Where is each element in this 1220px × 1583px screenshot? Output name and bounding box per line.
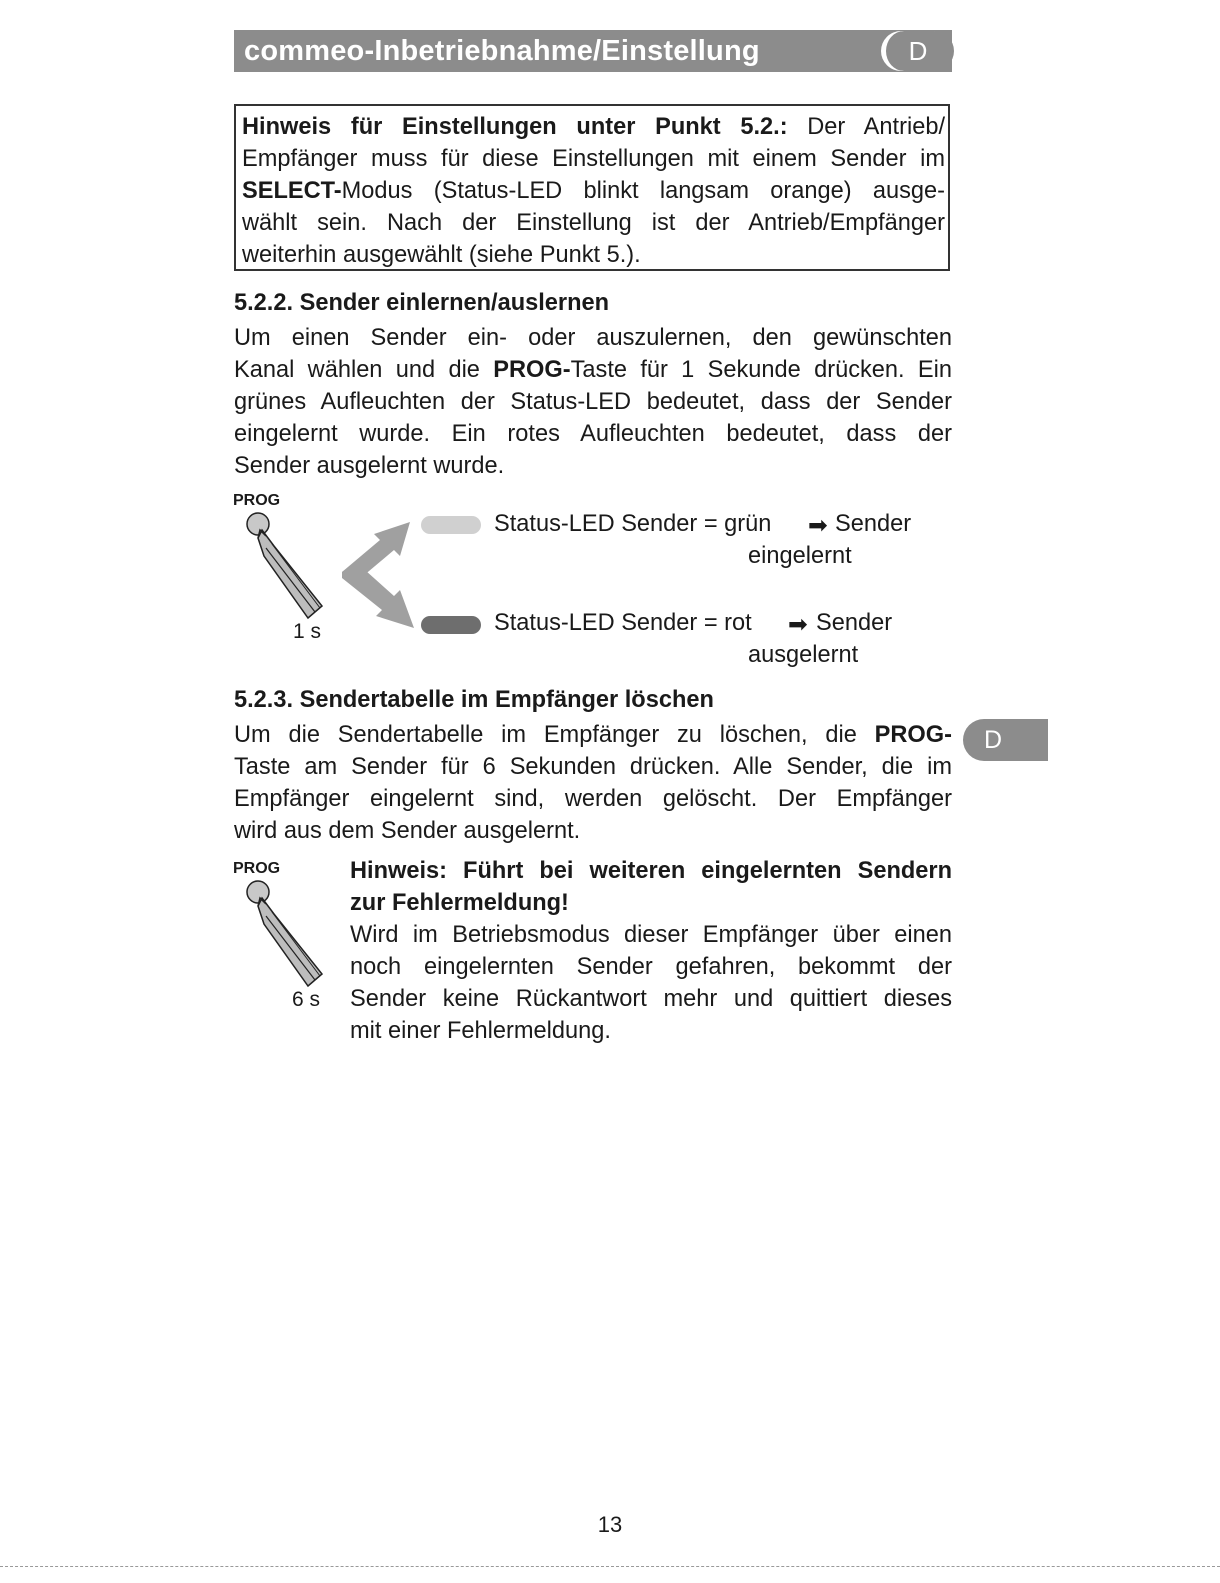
notice-line-2: Empfänger muss für diese Einstellungen mit einem Sender im — [242, 146, 945, 172]
pen-icon — [258, 898, 322, 986]
prog-bold: PROG- — [493, 357, 571, 383]
bottom-rule — [0, 1566, 1220, 1567]
notice-line-1 — [242, 111, 945, 143]
notice-line-3 — [242, 175, 945, 207]
section-522-heading: 5.2.2. Sender einlernen/auslernen — [234, 290, 610, 316]
side-language-tab-label: D — [983, 726, 1003, 754]
warning-line-2: zur Fehlermeldung! — [350, 890, 569, 916]
prog-bold: PROG- — [874, 722, 952, 748]
section-522-line-4: eingelernt wurde. Ein rotes Aufleuchten bedeutet, dass der — [234, 421, 952, 447]
led-green-result-2: eingelernt — [748, 543, 852, 569]
page-number: 13 — [597, 1512, 623, 1537]
led-green-result-1: Sender — [835, 511, 912, 537]
warning-note — [350, 855, 952, 1047]
prog-button-icon — [247, 881, 269, 903]
prog-label-1: PROG — [233, 492, 281, 509]
section-522-line-2b: Taste für 1 Sekunde drücken. Ein — [570, 357, 953, 383]
arrow-down-icon — [342, 562, 414, 628]
notice-line-5: weiterhin ausgewählt (siehe Punkt 5.). — [242, 242, 641, 268]
section-523-line-3: Empfänger eingelernt sind, werden gelöscht. Der Empfänger — [234, 786, 952, 812]
section-522-line-5: Sender ausgelernt wurde. — [234, 453, 505, 479]
led-green-indicator — [421, 516, 481, 534]
notice-bold-select: SELECT- — [242, 178, 342, 204]
press-time-2: 6 s — [292, 988, 321, 1011]
section-522-line-2a: Kanal wählen und die — [234, 357, 494, 383]
remote-press-illustration-1 — [236, 508, 336, 620]
notice-text — [242, 111, 945, 271]
led-red-text: Status-LED Sender = rot — [494, 610, 752, 636]
language-badge-label: D — [908, 36, 928, 66]
section-522-line-2 — [234, 354, 952, 386]
led-green-text: Status-LED Sender = grün — [494, 511, 772, 537]
arrow-right-icon: ➡ — [788, 612, 808, 638]
page-title: commeo-Inbetriebnahme/Einstellung — [244, 35, 760, 67]
section-523-line-1 — [234, 719, 952, 751]
notice-text-3: Modus (Status-LED blinkt langsam orange) ausge- — [341, 178, 945, 204]
section-523-line-2: Taste am Sender für 6 Sekunden drücken. Alle Sender, die im — [234, 754, 952, 780]
warning-line-3: Wird im Betriebsmodus dieser Empfänger über einen — [350, 922, 952, 948]
notice-bold-lead: Hinweis für Einstellungen unter Punkt 5.2.: — [242, 114, 788, 140]
warning-line-4: noch eingelernten Sender gefahren, bekommt der — [350, 954, 952, 980]
section-522-line-3: grünes Aufleuchten der Status-LED bedeutet, dass der Sender — [234, 389, 952, 415]
notice-text-1: Der Antrieb/ — [787, 114, 945, 140]
arrow-right-icon: ➡ — [808, 513, 828, 539]
section-522-line-1: Um einen Sender ein- oder auszulernen, den gewünschten — [234, 325, 952, 351]
branch-arrows — [336, 516, 420, 634]
section-522-paragraph — [234, 322, 952, 482]
led-red-result-1: Sender — [816, 610, 893, 636]
remote-press-illustration-2 — [236, 876, 336, 988]
led-red-result-2: ausgelernt — [748, 642, 859, 668]
warning-line-1: Hinweis: Führt bei weiteren eingelernten Sendern — [350, 858, 952, 884]
prog-button-icon — [247, 513, 269, 535]
led-red-indicator — [421, 616, 481, 634]
press-time-1: 1 s — [293, 620, 322, 643]
pen-icon — [258, 530, 322, 618]
notice-line-4: wählt sein. Nach der Einstellung ist der Antrieb/Empfänger — [242, 210, 945, 236]
section-523-line-4: wird aus dem Sender ausgelernt. — [234, 818, 581, 844]
prog-label-2: PROG — [233, 860, 281, 877]
warning-line-6: mit einer Fehlermeldung. — [350, 1018, 611, 1044]
section-523-line-1a: Um die Sendertabelle im Empfänger zu löschen, die — [234, 722, 875, 748]
warning-line-5: Sender keine Rückantwort mehr und quittiert dieses — [350, 986, 952, 1012]
section-523-paragraph — [234, 719, 952, 847]
section-523-heading: 5.2.3. Sendertabelle im Empfänger löschen — [234, 687, 714, 713]
